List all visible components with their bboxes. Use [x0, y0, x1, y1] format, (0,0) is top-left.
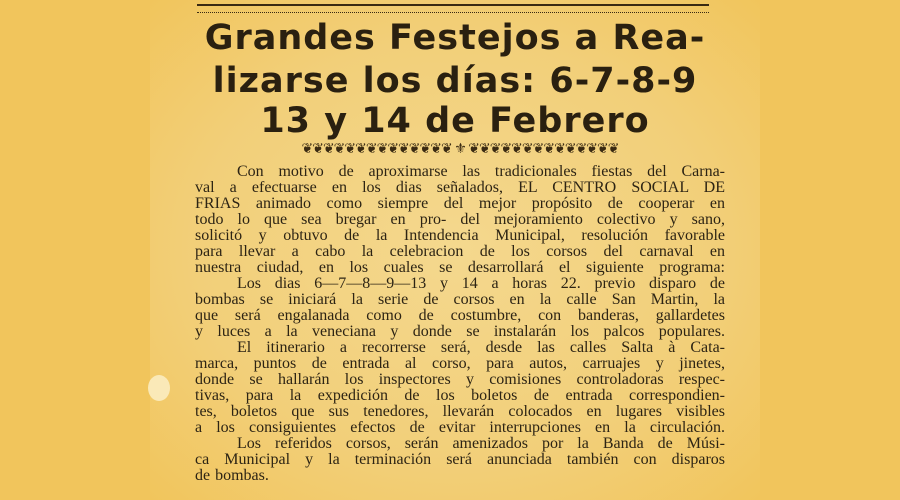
- body-line: El itinerario a recorrerse será, desde las calles Salta à Cata-: [237, 339, 725, 356]
- body-line: Los referidos corsos, serán amenizados por la Banda de Músi-: [237, 435, 725, 452]
- body-line: para llevar a cabo la celebracion de los corsos del carnaval en: [195, 243, 725, 260]
- body-line: marca, puntos de entrada al corso, para autos, carruajes y jinetes,: [195, 355, 725, 372]
- ornamental-divider: ❦❦❦❦❦❦❦❦❦❦❦❦❦❦ ⚜ ❦❦❦❦❦❦❦❦❦❦❦❦❦❦: [301, 142, 619, 157]
- body-line: y luces a la veneciana y donde se instalarán los palcos populares.: [195, 323, 725, 340]
- body-line: todo lo que sea bregar en pro- del mejoramiento colectivo y sano,: [195, 211, 725, 228]
- headline-line-2: lizarse los días: 6-7-8-9: [212, 61, 698, 101]
- headline-line-3: 13 y 14 de Febrero: [260, 101, 650, 141]
- body-line: Los dias 6—7—8—9—13 y 14 a horas 22. previo disparo de: [237, 275, 725, 292]
- top-border-rule: [197, 4, 709, 13]
- body-line: ca Municipal y la terminación será anunciada también con disparos: [195, 451, 725, 468]
- body-line: de bombas.: [195, 467, 269, 484]
- body-line: donde se hallarán los inspectores y comisiones controladoras respec-: [195, 371, 725, 388]
- body-line: FRIAS animado como siempre del mejor propósito de cooperar en: [195, 195, 725, 212]
- body-line: a los consiguientes efectos de evitar interrupciones en la circulación.: [195, 419, 725, 436]
- body-line: val a efectuarse en los dias señalados, EL CENTRO SOCIAL DE: [195, 179, 725, 196]
- headline-line-1: Grandes Festejos a Rea-: [204, 18, 706, 58]
- body-line: tes, boletos que sus tenedores, llevarán colocados en lugares visibles: [195, 403, 725, 420]
- body-line: Con motivo de aproximarse las tradicionales fiestas del Carna-: [237, 163, 725, 180]
- body-line: tivas, para la expedición de los boletos de entrada correspondien-: [195, 387, 725, 404]
- article-body: [195, 164, 725, 484]
- body-line: bombas se iniciará la serie de corsos en la calle San Martin, la: [195, 291, 725, 308]
- paper-stain: [148, 375, 170, 401]
- body-line: nuestra ciudad, en los cuales se desarrollará el siguiente programa:: [195, 259, 725, 276]
- body-line: solicitó y obtuvo de la Intendencia Municipal, resolución favorable: [195, 227, 725, 244]
- body-line: que será engalanada como de costumbre, con banderas, gallardetes: [195, 307, 725, 324]
